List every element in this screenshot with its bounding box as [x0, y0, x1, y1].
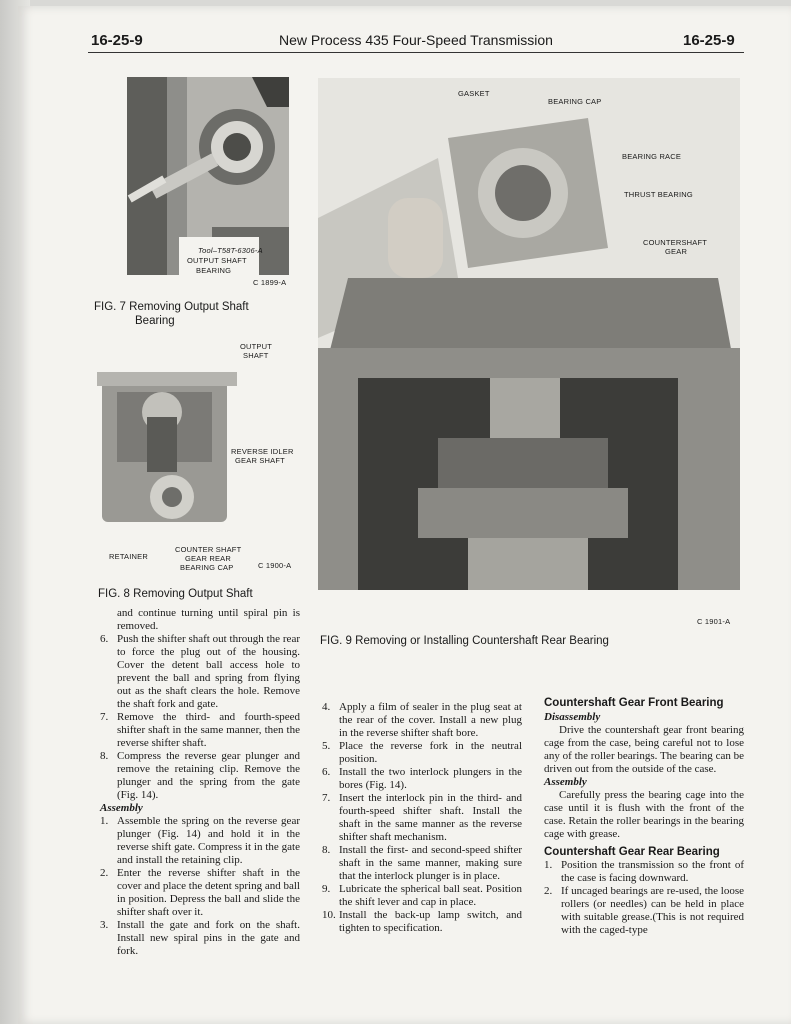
fig8-code: C 1900-A	[258, 561, 292, 570]
list-text: Enter the reverse shifter shaft in the cover and place the detent spring and ball in position. Depress the ball and slide the shifter shaft over it.	[117, 867, 300, 918]
text-column-3	[544, 697, 744, 937]
fig8-gear-shaft-label: GEAR SHAFT	[235, 456, 285, 465]
list-number: 10.	[322, 909, 336, 921]
list-number: 1.	[100, 815, 109, 827]
page-title: New Process 435 Four-Speed Transmission	[279, 32, 553, 48]
col3-assembly-heading: Assembly	[544, 776, 587, 788]
list-item	[322, 792, 522, 844]
list-item	[322, 883, 522, 909]
list-text: Apply a film of sealer in the plug seat at the rear of the cover. Install a new plug in the reverse shifter shaft bore.	[339, 701, 522, 739]
list-number: 8.	[100, 750, 109, 762]
countershaft-rear-bearing-heading: Countershaft Gear Rear Bearing	[544, 846, 720, 858]
col1-intro: and continue turning until spiral pin is removed.	[117, 607, 300, 632]
list-number: 6.	[100, 633, 109, 645]
text-column-2	[322, 701, 522, 935]
fig8-transmission-illustration	[97, 352, 237, 537]
fig7-caption	[94, 300, 249, 328]
list-number: 9.	[322, 883, 331, 895]
fig8-counter-shaft-label: COUNTER SHAFT	[175, 545, 242, 554]
list-item	[322, 909, 522, 935]
page-number-left: 16-25-9	[91, 32, 143, 49]
list-item	[100, 919, 300, 958]
disassembly-text: Drive the countershaft gear front bearing cage from the case, being careful not to lose any of the roller bearings. The bearing can be driven out from the outside of the case.	[544, 724, 744, 775]
list-number: 7.	[322, 792, 331, 804]
list-number: 4.	[322, 701, 331, 713]
fig9-thrust-bearing-label: THRUST BEARING	[624, 190, 693, 199]
list-text: Push the shifter shaft out through the rear to force the plug out of the housing. Cover the detent ball access hole to prevent the ball and spring from flying out as the shaft clears the hole. Remove the shaft fork and gate.	[117, 633, 300, 710]
col1-assembly-heading: Assembly	[100, 802, 143, 814]
fig9-code: C 1901-A	[697, 617, 731, 626]
list-number: 2.	[100, 867, 109, 879]
fig7-caption-line1: FIG. 7 Removing Output Shaft	[94, 301, 249, 313]
list-item	[322, 844, 522, 883]
fig7-bearing-label: BEARING	[196, 266, 232, 275]
text-column-1	[100, 607, 300, 958]
list-text: Assemble the spring on the reverse gear plunger (Fig. 14) and hold it in the reverse shift gate. Compress it in the gate and install the retaining clip.	[117, 815, 300, 866]
list-item	[100, 867, 300, 919]
list-number: 5.	[322, 740, 331, 752]
fig9-gear-label: GEAR	[665, 247, 688, 256]
fig9-bearing-cap-label: BEARING CAP	[548, 97, 602, 106]
list-number: 3.	[100, 919, 109, 931]
fig8-shaft-label: SHAFT	[243, 351, 269, 360]
fig9-caption: FIG. 9 Removing or Installing Countershaft Rear Bearing	[320, 635, 609, 647]
list-number: 7.	[100, 711, 109, 723]
list-number: 6.	[322, 766, 331, 778]
fig9-bearing-race-label: BEARING RACE	[622, 152, 682, 161]
list-item	[100, 633, 300, 711]
countershaft-front-bearing-heading: Countershaft Gear Front Bearing	[544, 697, 724, 709]
list-item	[322, 701, 522, 740]
list-text: Install the first- and second-speed shifter shaft in the same manner, making sure that the interlock plunger is in place.	[339, 844, 522, 882]
list-number: 2.	[544, 885, 553, 897]
list-text: Install the two interlock plungers in the bores (Fig. 14).	[339, 766, 522, 791]
list-text: Install the gate and fork on the shaft. Install new spiral pins in the gate and fork.	[117, 919, 300, 957]
list-item	[544, 885, 744, 937]
list-text: Install the back-up lamp switch, and tighten to specification.	[339, 909, 522, 934]
header-rule	[88, 52, 744, 53]
list-item	[100, 815, 300, 867]
assembly-text: Carefully press the bearing cage into the case until it is flush with the front of the case. Retain the roller bearings in the bearing cage with grease.	[544, 789, 744, 840]
disassembly-heading: Disassembly	[544, 711, 601, 723]
list-item	[322, 766, 522, 792]
list-text: Compress the reverse gear plunger and remove the retaining clip. Remove the plunger and the spring from the gate (Fig. 14).	[117, 750, 300, 801]
list-text: Remove the third- and fourth-speed shifter shaft in the same manner, then the reverse shifter shaft.	[117, 711, 300, 749]
fig7-tool-label: Tool–T58T-6306-A	[198, 246, 263, 255]
fig9-gasket-label: GASKET	[458, 89, 490, 98]
fig8-photo	[97, 352, 237, 537]
fig7-code: C 1899-A	[253, 278, 287, 287]
list-item	[100, 750, 300, 802]
fig7-output-shaft-label: OUTPUT SHAFT	[187, 256, 247, 265]
list-text: Position the transmission so the front of the case is facing downward.	[561, 859, 744, 884]
list-number: 1.	[544, 859, 553, 871]
fig8-caption: FIG. 8 Removing Output Shaft	[98, 588, 253, 600]
fig8-reverse-idler-label: REVERSE IDLER	[231, 447, 294, 456]
list-text: Place the reverse fork in the neutral position.	[339, 740, 522, 765]
list-item	[322, 740, 522, 766]
fig8-bearing-cap-label: BEARING CAP	[180, 563, 234, 572]
fig8-gear-rear-label: GEAR REAR	[185, 554, 231, 563]
fig7-caption-line2: Bearing	[135, 315, 175, 327]
fig8-output-label: OUTPUT	[240, 342, 273, 351]
list-text: Insert the interlock pin in the third- and fourth-speed shifter shaft. Install the shaft in the same manner as the reverse shifter shaft mechanism.	[339, 792, 522, 843]
fig8-retainer-label: RETAINER	[109, 552, 148, 561]
list-text: Lubricate the spherical ball seat. Position the shift lever and cap in place.	[339, 883, 522, 908]
fig9-countershaft-label: COUNTERSHAFT	[643, 238, 708, 247]
list-number: 8.	[322, 844, 331, 856]
list-item	[544, 859, 744, 885]
list-text: If uncaged bearings are re-used, the loose rollers (or needles) can be held in place with suitable grease.(This is not required with the caged-type	[561, 885, 744, 936]
list-item	[100, 711, 300, 750]
page-number-right: 16-25-9	[683, 32, 735, 49]
